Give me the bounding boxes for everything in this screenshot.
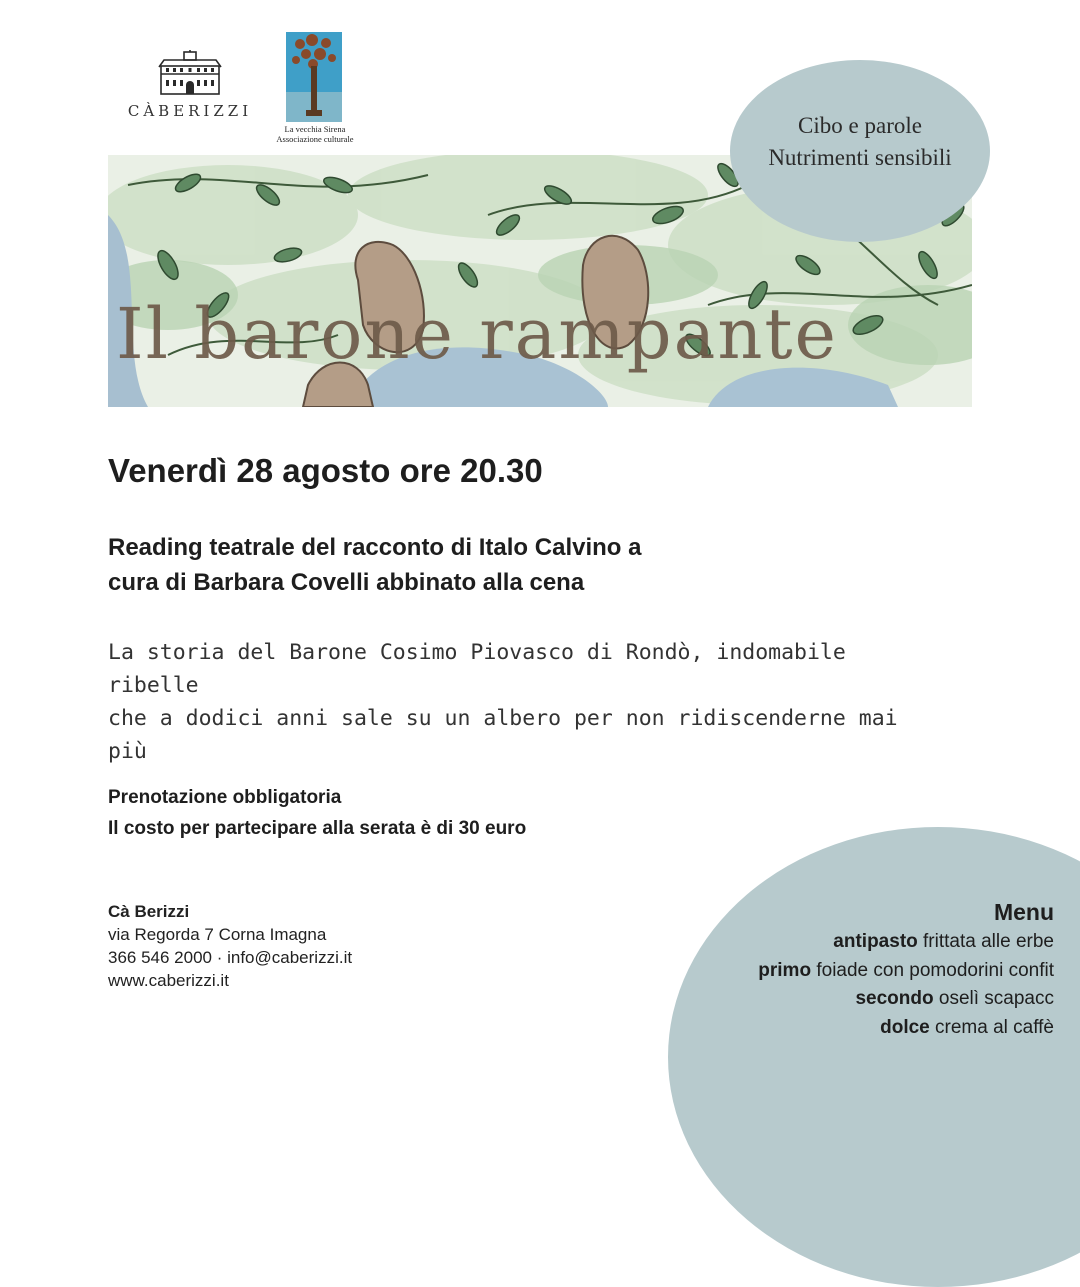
booking-required: Prenotazione obbligatoria: [108, 787, 342, 808]
event-story-line3: più: [108, 739, 147, 764]
venue-address: via Regorda 7 Corna Imagna: [108, 925, 327, 944]
event-story: [108, 636, 928, 768]
event-story-line1: La storia del Barone Cosimo Piovasco di Rondò, indomabile ribelle: [108, 640, 846, 698]
vecchia-sirena-logo: [276, 32, 364, 144]
caberizzi-wordmark: CÀBERIZZI: [127, 102, 253, 120]
event-date: Venerdì 28 agosto ore 20.30: [108, 452, 543, 489]
menu-item: [634, 957, 1054, 986]
villa-building-icon: [158, 50, 222, 96]
event-description: [108, 530, 808, 600]
event-story-line2: che a dodici anni sale su un albero per non ridiscenderne mai: [108, 706, 898, 731]
theme-badge-line1: Cibo e parole: [798, 113, 922, 138]
theme-badge-line2: Nutrimenti sensibili: [768, 145, 952, 170]
venue-website: www.caberizzi.it: [108, 971, 229, 990]
booking-info: [108, 782, 708, 844]
theme-badge: [730, 60, 990, 242]
menu-course: secondo: [855, 988, 934, 1009]
menu-item: [634, 1014, 1054, 1043]
menu-title: Menu: [993, 899, 1054, 925]
caberizzi-logo: [110, 50, 270, 130]
menu-course: primo: [758, 959, 812, 981]
menu: [634, 896, 1054, 1042]
tree-painting-icon: [286, 32, 342, 122]
menu-dish: oselì scapacc: [938, 988, 1054, 1009]
menu-dish: foiade con pomodorini confit: [816, 959, 1054, 981]
menu-dish: crema al caffè: [935, 1016, 1054, 1038]
menu-item: [634, 928, 1054, 957]
venue-name: Cà Berizzi: [108, 902, 190, 921]
venue-phone-email: 366 546 2000 · info@caberizzi.it: [108, 948, 353, 967]
banner-title: Il barone rampante: [116, 293, 838, 375]
vecchia-sirena-name: La vecchia Sirena: [284, 124, 346, 134]
menu-item: [634, 985, 1054, 1014]
vecchia-sirena-caption: [266, 124, 364, 144]
menu-dish: frittata alle erbe: [923, 931, 1054, 952]
vecchia-sirena-subtitle: Associazione culturale: [276, 134, 354, 144]
menu-course: dolce: [880, 1016, 930, 1038]
contacts: [108, 900, 508, 992]
event-description-line2: cura di Barbara Covelli abbinato alla cena: [108, 569, 585, 596]
menu-course: antipasto: [833, 931, 918, 952]
event-description-line1: Reading teatrale del racconto di Italo Calvino a: [108, 534, 642, 561]
booking-price: Il costo per partecipare alla serata è di 30 euro: [108, 818, 527, 839]
